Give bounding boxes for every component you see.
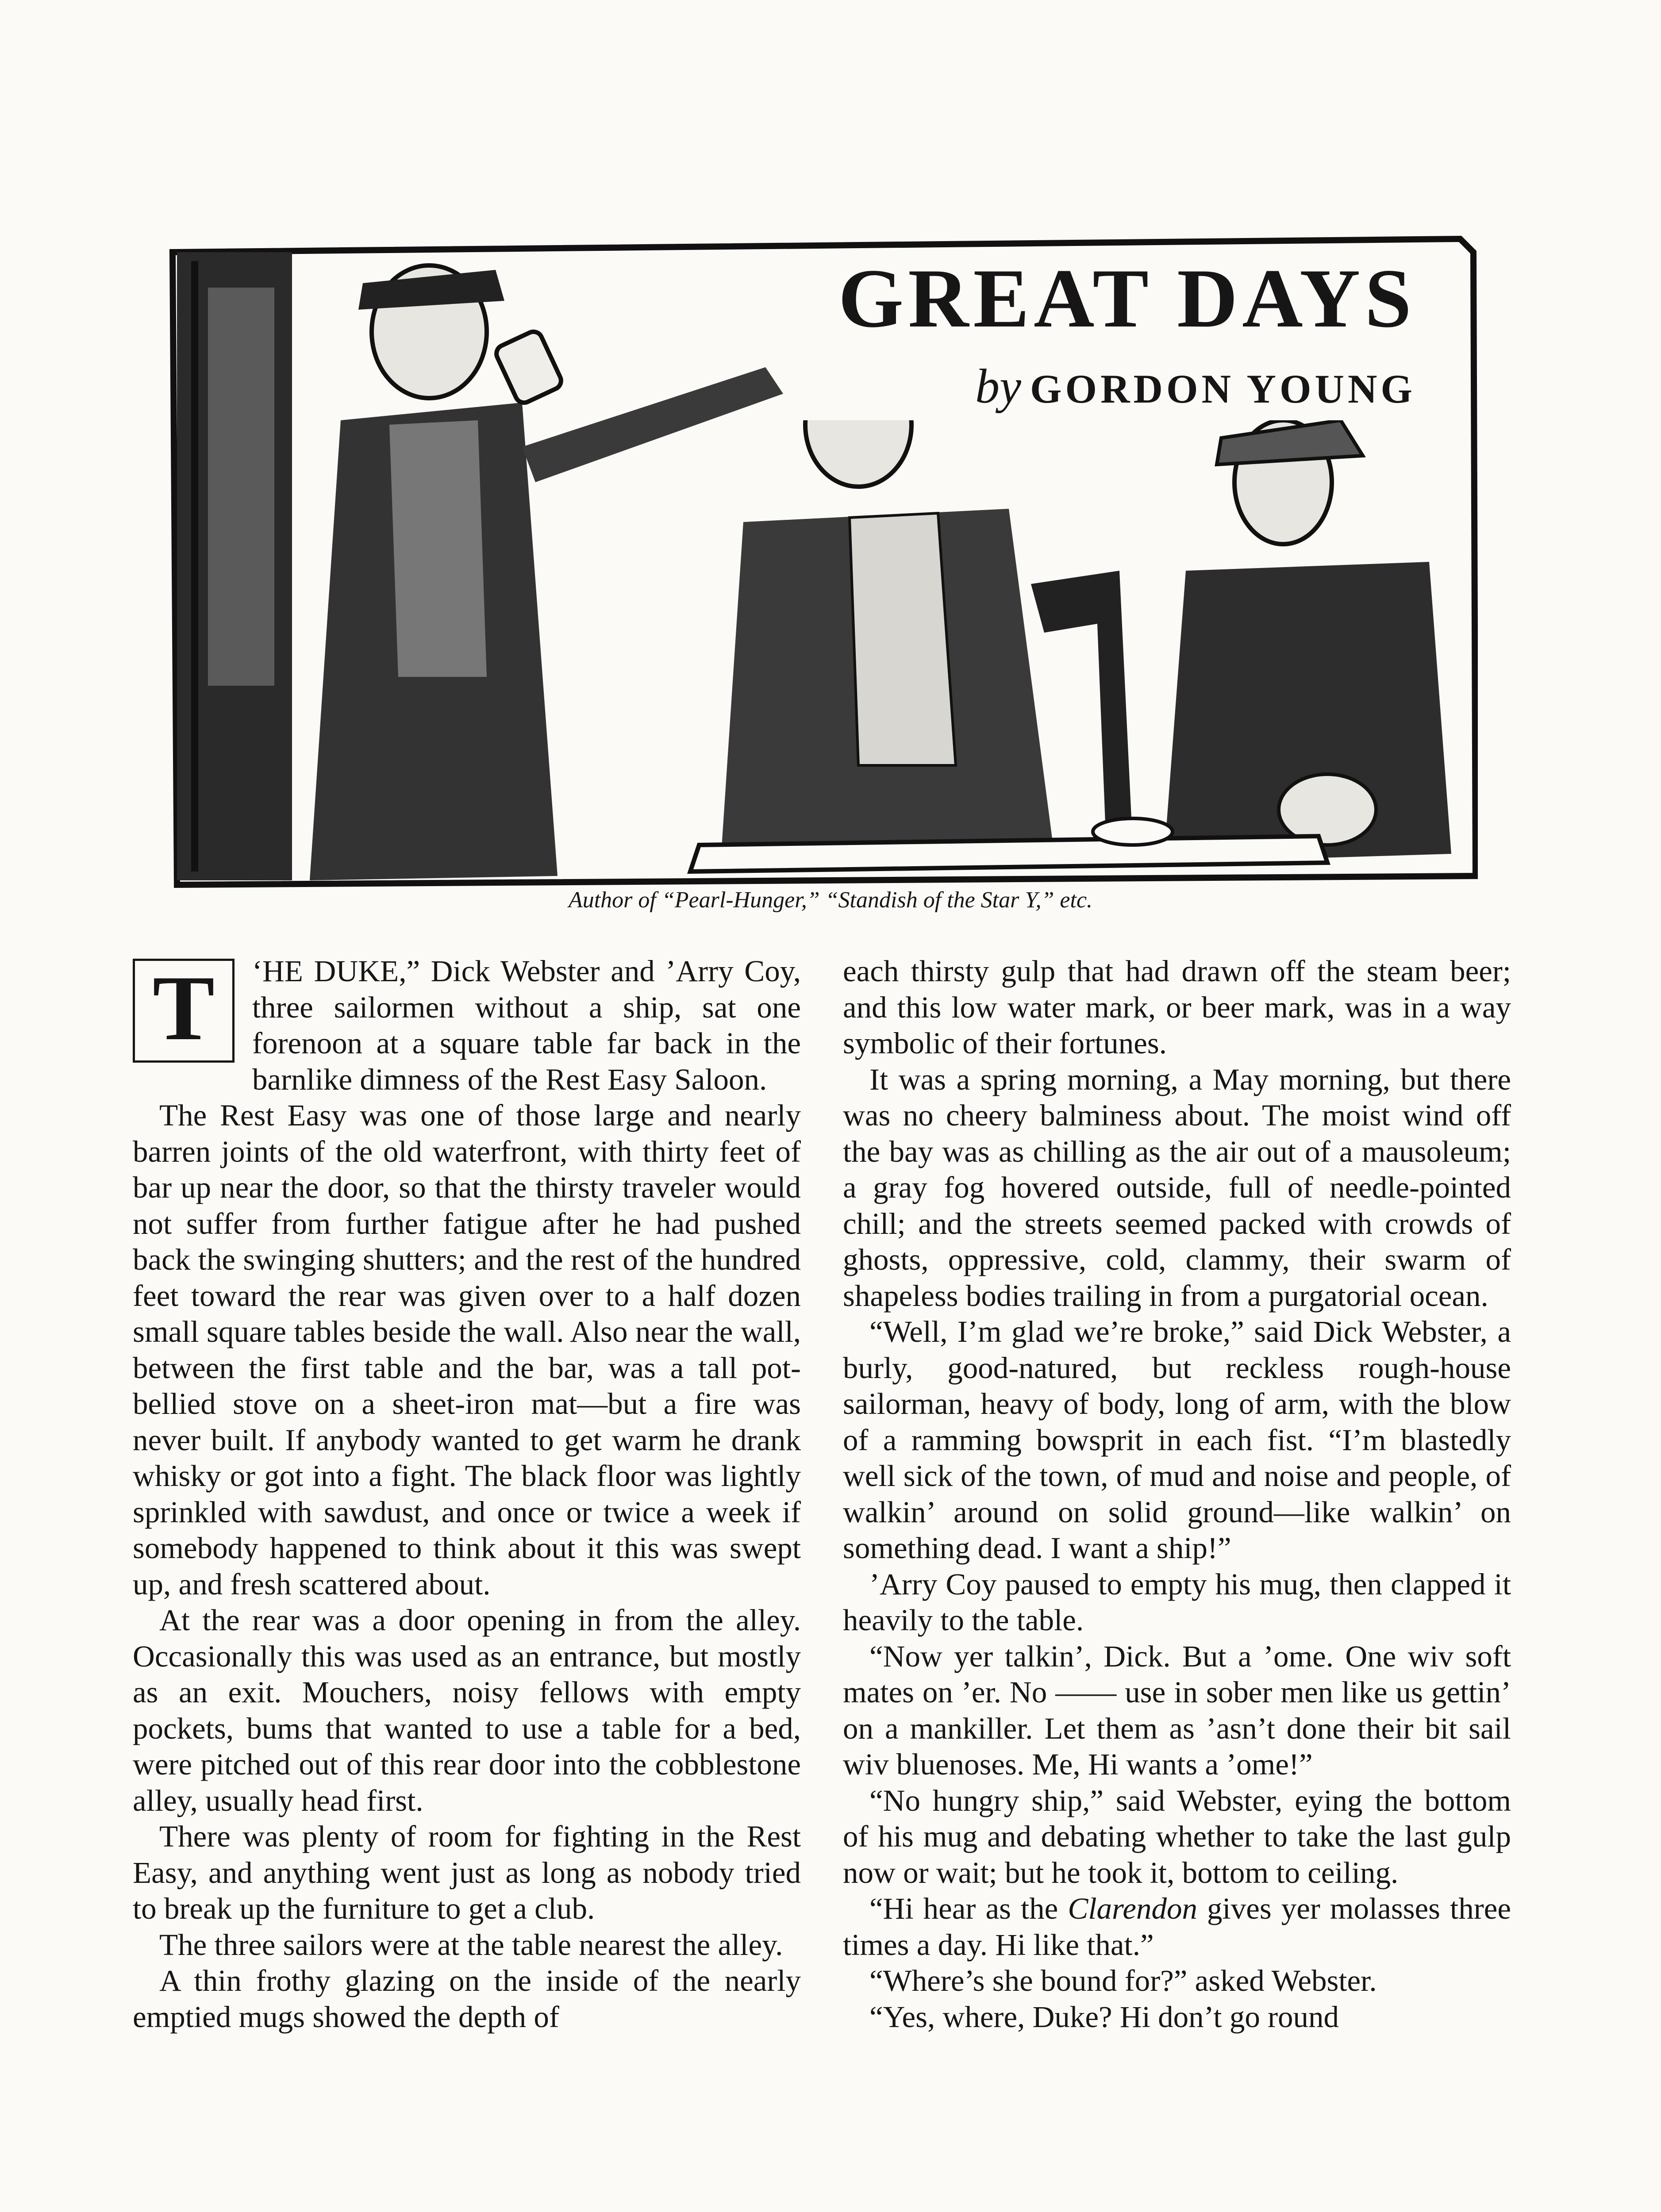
paragraph: “Yes, where, Duke? Hi don’t go round [869,2000,1339,2034]
drop-cap: T [133,959,235,1063]
paragraph: The Rest Easy was one of those large and nearly barren joints of the old waterfront, with thirty feet of bar up near the door, so that the thirsty traveler would not suffer from further fatigue after he had pushed back the swinging shutters; and the rest of the hundred feet toward the rear was given over to a half dozen small square tables beside the wall. Also near the wall, between the first table and the bar, was a tall pot-bellied stove on a sheet-iron mat—but a fire was never built. If anybody wanted to get warm he drank whisky or got into a fight. The black floor was lightly sprinkled with sawdust, and once or twice a week if somebody happened to think about it this was swept up, and fresh scattered about. [133,1098,801,1601]
paragraph: each thirsty gulp that had drawn off the steam beer; and this low water mark, or beer mark, was in a way symbolic of their fortunes. [843,954,1511,1060]
ship-name: Clarendon [1068,1892,1197,1925]
paragraph: The three sailors were at the table nearest the alley. [159,1928,783,1962]
author-caption: Author of “Pearl-Hunger,” “Standish of the Star Y,” etc. [568,887,1093,913]
paragraph: There was plenty of room for fighting in the Rest Easy, and anything went just as long as nobody tried to break up the furniture to get a club. [133,1820,801,1925]
byline [788,358,1416,415]
paragraph-text: “Hi hear as the [869,1892,1068,1925]
paragraph-text: gives yer molasses three times a day. Hi like that.” [843,1892,1511,1962]
paragraph: “Well, I’m glad we’re broke,” said Dick Webster, a burly, good-natured, but reckless rough-house sailorman, heavy of body, long of arm, with the blow of a ramming bowsprit in each fist. “I’m blastedly well sick of the town, of mud and noise and people, of walkin’ around on solid ground—like walkin’ on something dead. I want a ship!” [843,1315,1511,1565]
author-name: GORDON YOUNG [1030,366,1416,411]
paragraph: It was a spring morning, a May morning, but there was no cheery balminess about. The moist wind off the bay was as chilling as the air out of a mausoleum; a gray fog hovered outside, full of needle-pointed chill; and the streets seemed packed with crowds of ghosts, oppressive, cold, clammy, their swarm of shapeless bodies trailing in from a purgatorial ocean. [843,1062,1511,1313]
left-column [133,953,801,2035]
story-title: GREAT DAYS [838,252,1416,345]
paragraph: ‘HE DUKE,” Dick Webster and ’Arry Coy, three sailormen without a ship, sat one forenoon at a square table far back in the barnlike dimness of the Rest Easy Saloon. [252,954,801,1096]
paragraph: “No hungry ship,” said Webster, eying the bottom of his mug and debating whether to take the last gulp now or wait; but he took it, bottom to ceiling. [843,1783,1511,1889]
paragraph: A thin frothy glazing on the inside of the nearly emptied mugs showed the depth of [133,1964,801,2034]
paragraph: At the rear was a door opening in from the alley. Occasionally this was used as an entrance, but mostly as an exit. Mouchers, noisy fellows with empty pockets, bums that wanted to use a table for a bed, were pitched out of this rear door into the cobblestone alley, usually head first. [133,1603,801,1817]
paragraph: ’Arry Coy paused to empty his mug, then clapped it heavily to the table. [843,1567,1511,1637]
paragraph: “Where’s she bound for?” asked Webster. [869,1964,1377,1997]
paragraph [843,1891,1511,1963]
paragraph: “Now yer talkin’, Dick. But a ’ome. One wiv soft mates on ’er. No —— use in sober men like us gettin’ on a mankiller. Let them as ’asn’t done their bit sail wiv bluenoses. Me, Hi wants a ’ome!” [843,1639,1511,1781]
title-block [788,252,1416,415]
right-column [843,953,1511,2035]
byline-by: by [975,359,1021,413]
